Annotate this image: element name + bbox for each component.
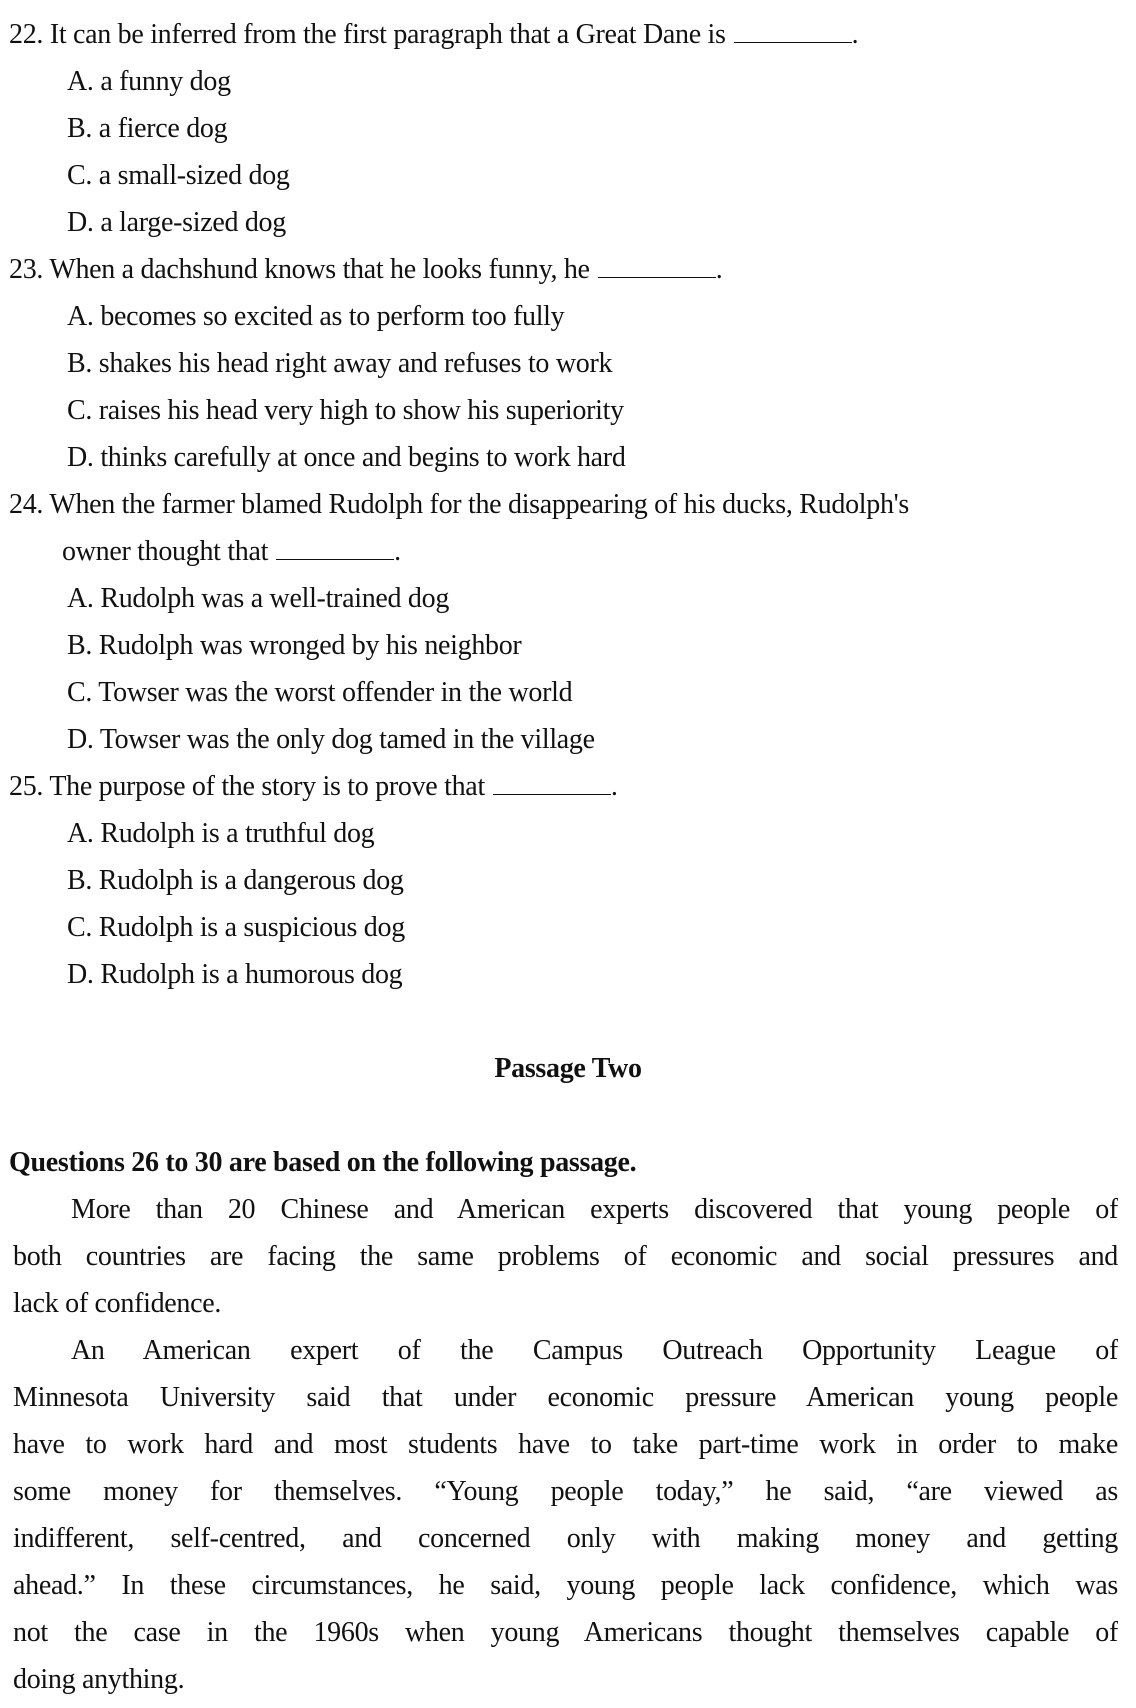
paragraph-line: Minnesota University said that under economic pressure American young people [13,1382,1118,1413]
stem-end: . [851,19,859,50]
paragraph-line: lack of confidence. [13,1288,222,1319]
paragraph-line: have to work hard and most students have to take part-time work in order to make [13,1429,1118,1460]
answer-option: D. a large-sized dog [67,207,286,238]
answer-option: A. Rudolph is a truthful dog [67,818,375,849]
question-stem-text: owner thought that [62,536,269,567]
question-number: 25. [9,771,44,802]
paragraph-line: some money for themselves. “Young people today,” he said, “are viewed as [13,1476,1118,1507]
paragraph-line: ahead.” In these circumstances, he said, young people lack confidence, which was [13,1570,1118,1601]
answer-blank [598,253,716,278]
answer-option: A. becomes so excited as to perform too fully [67,301,565,332]
answer-option: B. shakes his head right away and refuses to work [67,348,613,379]
paragraph-line: doing anything. [13,1664,185,1695]
answer-option: A. Rudolph was a well-trained dog [67,583,450,614]
question-number: 23. [9,254,44,285]
question-stem-line [0,763,1136,810]
answer-option: B. Rudolph is a dangerous dog [67,865,404,896]
paragraph-line: not the case in the 1960s when young Americans thought themselves capable of [13,1617,1118,1648]
question-stem-text: When a dachshund knows that he looks funny, he [49,254,590,285]
answer-option: D. thinks carefully at once and begins to work hard [67,442,626,473]
question-stem-text: The purpose of the story is to prove that [49,771,485,802]
question-number: 22. [9,19,44,50]
paragraph-line: More than 20 Chinese and American experts discovered that young people of [71,1194,1118,1225]
answer-option: C. Rudolph is a suspicious dog [67,912,405,943]
question-number: 24. [9,489,44,520]
answer-option: C. a small-sized dog [67,160,290,191]
passage-instruction: Questions 26 to 30 are based on the following passage. [9,1147,637,1178]
answer-option: B. Rudolph was wronged by his neighbor [67,630,522,661]
answer-blank [276,535,394,560]
stem-end: . [394,536,401,567]
paragraph-line: An American expert of the Campus Outreach Opportunity League of [71,1335,1118,1366]
answer-option: C. Towser was the worst offender in the world [67,677,573,708]
question-stem-line [0,246,1136,293]
answer-blank [493,770,611,795]
paragraph-line: indifferent, self-centred, and concerned only with making money and getting [13,1523,1118,1554]
answer-option: D. Towser was the only dog tamed in the village [67,724,595,755]
paragraph-line: both countries are facing the same problems of economic and social pressures and [13,1241,1118,1272]
answer-blank [734,18,852,43]
answer-option: D. Rudolph is a humorous dog [67,959,403,990]
document-page [0,11,1136,1703]
question-stem-line [0,481,1136,528]
answer-option: A. a funny dog [67,66,231,97]
answer-option: C. raises his head very high to show his superiority [67,395,624,426]
question-stem-line [0,528,1136,575]
question-stem-text: It can be inferred from the first paragraph that a Great Dane is [49,19,726,50]
passage-title: Passage Two [494,1053,642,1084]
answer-option: B. a fierce dog [67,113,228,144]
stem-end: . [715,254,723,285]
stem-end: . [610,771,618,802]
question-stem-text: When the farmer blamed Rudolph for the disappearing of his ducks, Rudolph's [49,489,909,520]
question-stem-line [0,11,1136,58]
